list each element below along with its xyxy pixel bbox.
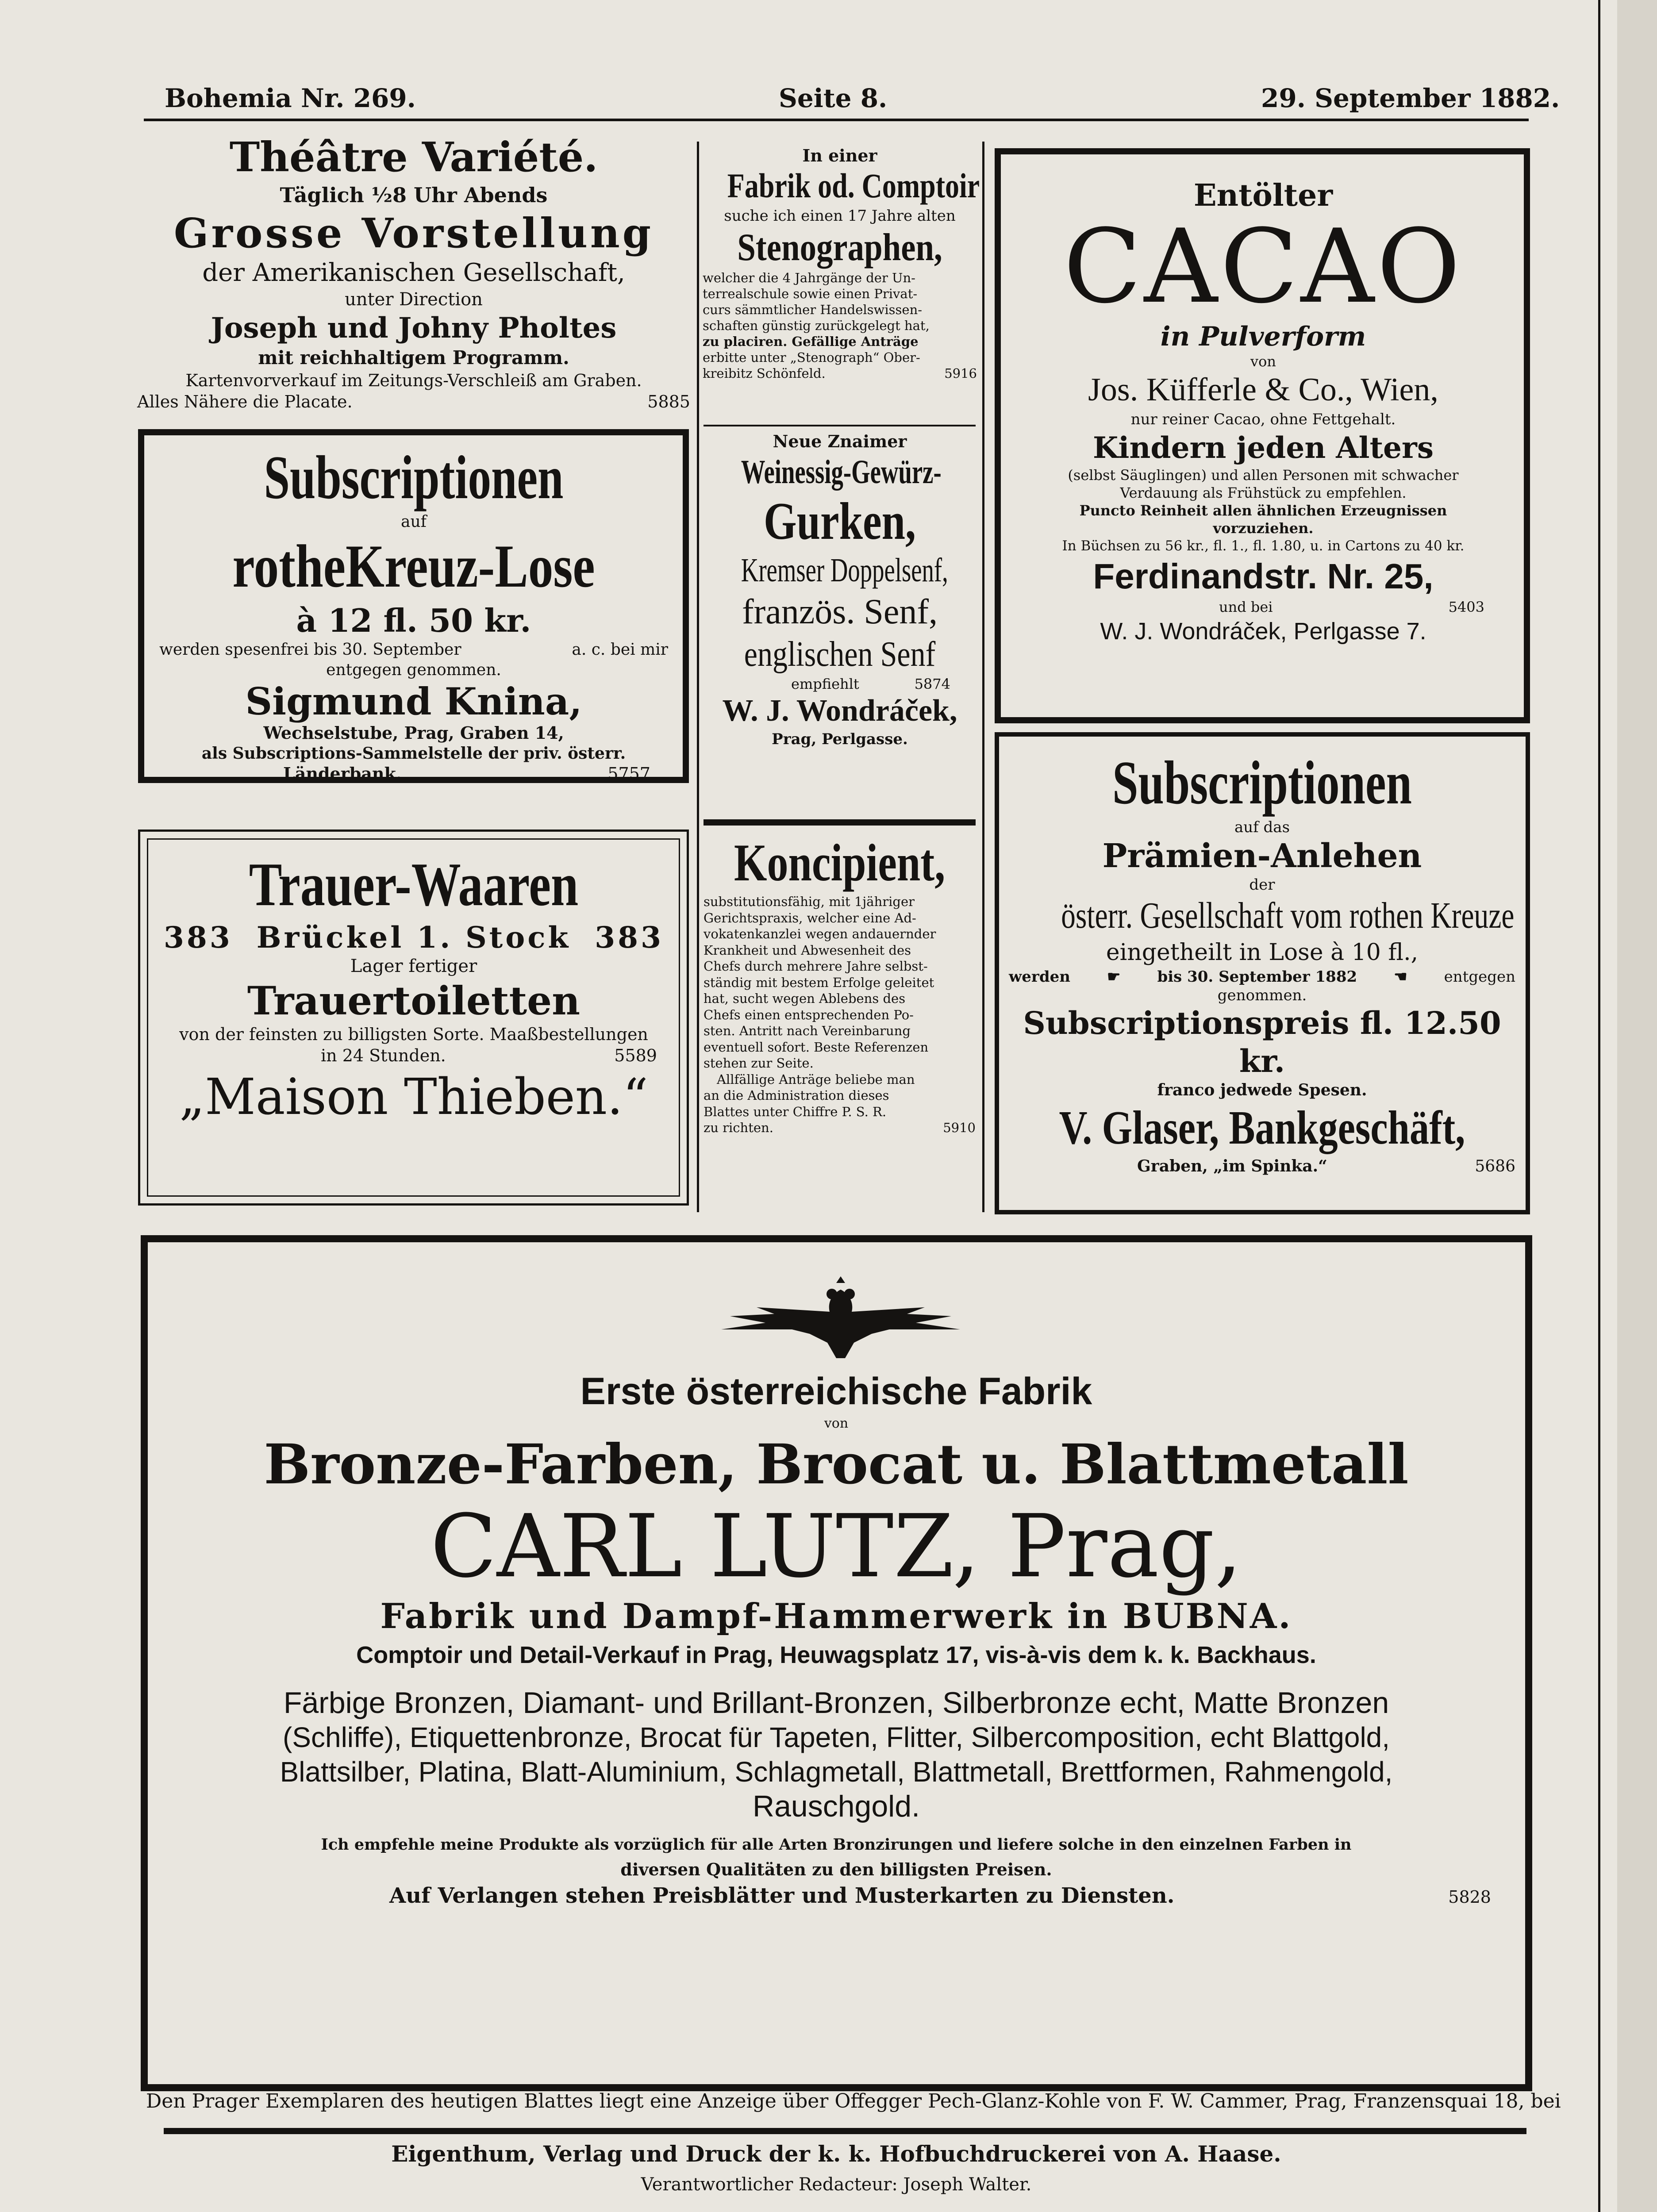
cacao-top: Entölter bbox=[1193, 178, 1333, 213]
steno-number: 5916 bbox=[944, 366, 977, 381]
subscr-lose-line2: entgegen genommen. bbox=[326, 661, 501, 679]
lutz-e1: Ich empfehle meine Produkte als vorzüglich für alle Arten Bronzirungen und liefere solche in den einzelnen Farben in bbox=[321, 1836, 1352, 1854]
steno-body1: welcher die 4 Jahrgänge der Un- bbox=[703, 270, 915, 285]
anlehen-werden-a: werden bbox=[1009, 968, 1070, 986]
lutz-l2: Bronze-Farben, Brocat u. Blattmetall bbox=[264, 1432, 1409, 1497]
subscr-lose-addr2: als Subscriptions-Sammelstelle der priv. österr. bbox=[201, 744, 626, 763]
theatre-names: Joseph und Johny Pholtes bbox=[211, 311, 617, 345]
lutz-von: von bbox=[824, 1416, 849, 1431]
pointing-hand-left-icon: ☚ bbox=[1394, 968, 1407, 986]
steno-body4: schaften günstig zurückgelegt hat, bbox=[703, 318, 930, 333]
cacao-pure: nur reiner Cacao, ohne Fettgehalt. bbox=[1130, 411, 1396, 428]
gurken-l2: Gurken, bbox=[763, 492, 916, 550]
koncipient-b7: hat, sucht wegen Ablebens des bbox=[704, 991, 906, 1006]
koncipient-b8: Chefs einen entsprechenden Po- bbox=[704, 1007, 914, 1022]
subscr-lose-number: 5757 bbox=[607, 764, 650, 783]
gurken-addr: Prag, Perlgasse. bbox=[772, 730, 908, 748]
subscr-lose-lose: rotheKreuz-Lose bbox=[232, 532, 595, 600]
cacao-addr: Ferdinandstr. Nr. 25, bbox=[1093, 557, 1434, 596]
lutz-p3: Blattsilber, Platina, Blatt-Aluminium, Schlagmetall, Blattmetall, Brettformen, Rahmengold, bbox=[280, 1756, 1393, 1788]
theatre-ad bbox=[137, 133, 690, 412]
subscr-lose-title: Subscriptionen bbox=[264, 443, 564, 512]
subscr-anlehen-content bbox=[1004, 748, 1520, 1176]
steno-body3: curs sämmtlicher Handelswissen- bbox=[703, 302, 923, 317]
trauer-title: Trauer-Waaren bbox=[249, 850, 579, 919]
cacao-kids: Kindern jeden Alters bbox=[1093, 430, 1434, 465]
trauer-line1: von der feinsten zu billigsten Sorte. Maaßbestellungen bbox=[179, 1025, 648, 1044]
cacao-maker: Jos. Küfferle & Co., Wien, bbox=[1088, 372, 1438, 408]
theatre-presale: Kartenvorverkauf im Zeitungs-Verschleiß am Graben. bbox=[185, 371, 642, 390]
lutz-e3: Auf Verlangen stehen Preisblätter und Musterkarten zu Diensten. bbox=[389, 1883, 1175, 1908]
koncipient-b9: sten. Antritt nach Vereinbarung bbox=[704, 1023, 911, 1038]
anlehen-addr: Graben, „im Spinka.“ bbox=[1137, 1157, 1327, 1175]
subscr-lose-addr1: Wechselstube, Prag, Graben 14, bbox=[263, 723, 564, 743]
lutz-e2: diversen Qualitäten zu den billigsten Preisen. bbox=[620, 1859, 1052, 1879]
gurken-l4: französ. Senf, bbox=[742, 592, 938, 631]
cacao-number: 5403 bbox=[1448, 599, 1484, 615]
koncipient-b15: zu richten. bbox=[704, 1120, 773, 1135]
margin-rule-right bbox=[1598, 0, 1600, 2212]
cacao-von: von bbox=[1250, 353, 1276, 370]
steno-body5: zu placiren. Gefällige Anträge bbox=[703, 334, 919, 349]
cacao-b2: Verdauung als Frühstück zu empfehlen. bbox=[1120, 484, 1407, 501]
koncipient-b14: Blattes unter Chiffre P. S. R. bbox=[704, 1104, 887, 1119]
trauer-line2: in 24 Stunden. bbox=[321, 1046, 446, 1065]
koncipient-b11: stehen zur Seite. bbox=[704, 1056, 814, 1071]
theatre-line2: unter Direction bbox=[345, 289, 483, 310]
cacao-b4: vorzuziehen. bbox=[1213, 520, 1314, 537]
header-rule bbox=[144, 119, 1529, 121]
theatre-headline: Grosse Vorstellung bbox=[173, 209, 654, 257]
trauer-toilet: Trauertoiletten bbox=[247, 978, 581, 1024]
theatre-title: Théâtre Variété. bbox=[229, 133, 598, 181]
pointing-hand-icon: ☛ bbox=[1107, 968, 1121, 986]
cacao-b3: Puncto Reinheit allen ähnlichen Erzeugnissen bbox=[1079, 502, 1447, 519]
cacao-und: und bei bbox=[1219, 599, 1273, 615]
header-right: 29. September 1882. bbox=[1261, 83, 1560, 113]
theatre-program: mit reichhaltigem Programm. bbox=[258, 347, 569, 369]
subscr-lose-price: à 12 fl. 50 kr. bbox=[296, 602, 531, 639]
gurken-l5: englischen Senf bbox=[744, 635, 936, 674]
theatre-time: Täglich ½8 Uhr Abends bbox=[280, 183, 548, 207]
anlehen-name: V. Glaser, Bankgeschäft, bbox=[1059, 1102, 1465, 1154]
theatre-line1: der Amerikanischen Gesellschaft, bbox=[202, 258, 625, 287]
trauer-content bbox=[153, 849, 675, 1128]
lutz-l4: Comptoir und Detail-Verkauf in Prag, Heuwagsplatz 17, vis-à-vis dem k. k. Backhaus. bbox=[356, 1642, 1316, 1668]
subscr-lose-addr3: Länderbank. bbox=[283, 764, 402, 783]
koncipient-ad bbox=[704, 832, 976, 1136]
koncipient-title: Koncipient, bbox=[734, 833, 946, 892]
steno-body6: erbitte unter „Stenograph“ Ober- bbox=[703, 350, 920, 365]
lutz-name: CARL LUTZ, Prag, bbox=[430, 1496, 1242, 1597]
koncipient-b13: an die Administration dieses bbox=[704, 1088, 889, 1103]
column-rule-1 bbox=[697, 142, 699, 1212]
notice-rule bbox=[164, 2128, 1526, 2134]
subscr-lose-line1b: a. c. bei mir bbox=[572, 641, 668, 659]
lutz-p1: Färbige Bronzen, Diamant- und Brillant-Bronzen, Silberbronze echt, Matte Bronzen bbox=[283, 1686, 1389, 1720]
lutz-p2: (Schliffe), Etiquettenbronze, Brocat für Tapeten, Flitter, Silbercomposition, echt Blattgold, bbox=[282, 1721, 1390, 1753]
trauer-maison: „Maison Thieben.“ bbox=[179, 1068, 648, 1126]
steno-body7: kreibitz Schönfeld. bbox=[703, 366, 826, 381]
subscr-lose-content bbox=[150, 442, 677, 784]
gurken-number: 5874 bbox=[914, 676, 950, 692]
header-left: Bohemia Nr. 269. bbox=[165, 83, 416, 113]
anlehen-werden-b: bis 30. September 1882 bbox=[1157, 968, 1357, 986]
trauer-number: 5589 bbox=[614, 1046, 657, 1065]
header-center: Seite 8. bbox=[779, 83, 888, 113]
gurken-ad bbox=[703, 431, 977, 749]
koncipient-b1: substitutionsfähig, mit 1jähriger bbox=[704, 894, 915, 909]
koncipient-b3: vokatenkanzlei wegen andauernder bbox=[704, 926, 936, 941]
lutz-content bbox=[159, 1367, 1513, 1909]
anlehen-gesell: österr. Gesellschaft vom rothen Kreuze bbox=[1061, 895, 1515, 936]
anlehen-number: 5686 bbox=[1475, 1157, 1515, 1175]
subscr-lose-line1a: werden spesenfrei bis 30. September bbox=[159, 641, 461, 659]
trauer-addr-left: 383 bbox=[164, 920, 233, 955]
koncipient-b10: eventuell sofort. Beste Referenzen bbox=[704, 1039, 929, 1055]
cacao-content bbox=[1007, 177, 1520, 647]
lutz-l1: Erste österreichische Fabrik bbox=[580, 1370, 1092, 1413]
anlehen-der: der bbox=[1249, 876, 1275, 894]
steno-body2: terrealschule sowie einen Privat- bbox=[703, 286, 918, 301]
theatre-number: 5885 bbox=[647, 392, 690, 411]
theatre-more: Alles Nähere die Placate. bbox=[137, 392, 353, 411]
koncipient-b12: Allfällige Anträge beliebe man bbox=[717, 1071, 915, 1087]
page-edge-right bbox=[1617, 0, 1657, 2212]
anlehen-franco: franco jedwede Spesen. bbox=[1157, 1081, 1367, 1099]
steno-title1: Fabrik od. Comptoir bbox=[727, 166, 980, 205]
steno-rule bbox=[704, 425, 976, 426]
lutz-l3: Fabrik und Dampf-Hammerwerk in BUBNA. bbox=[380, 1596, 1292, 1636]
gurken-l1: Weinessig-Gewürz- bbox=[741, 453, 942, 491]
cacao-title: CACAO bbox=[1063, 208, 1463, 326]
gurken-empf: empfiehlt bbox=[791, 676, 859, 692]
lutz-number: 5828 bbox=[1448, 1887, 1491, 1907]
footer bbox=[146, 2137, 1526, 2198]
subscr-lose-name: Sigmund Knina, bbox=[245, 680, 582, 723]
footer-l1: Eigenthum, Verlag und Druck der k. k. Hofbuchdruckerei von A. Haase. bbox=[391, 2141, 1281, 2167]
gurken-name: W. J. Wondráček, bbox=[722, 694, 957, 728]
steno-intro: In einer bbox=[802, 146, 877, 165]
anlehen-genommen: genommen. bbox=[1217, 987, 1307, 1004]
anlehen-eingeteilt: eingetheilt in Lose à 10 fl., bbox=[1106, 939, 1419, 966]
steno-line1: suche ich einen 17 Jahre alten bbox=[724, 207, 956, 225]
anlehen-preis: Subscriptionspreis fl. 12.50 kr. bbox=[1023, 1005, 1501, 1079]
koncipient-b4: Krankheit und Abwesenheit des bbox=[704, 942, 911, 958]
gurken-rule bbox=[704, 819, 976, 826]
steno-title2: Stenographen, bbox=[737, 226, 942, 269]
gurken-intro: Neue Znaimer bbox=[773, 431, 907, 451]
gurken-l3: Kremser Doppelsenf, bbox=[741, 552, 948, 589]
anlehen-aufdas: auf das bbox=[1234, 818, 1290, 836]
koncipient-number: 5910 bbox=[943, 1120, 976, 1135]
notice: Den Prager Exemplaren des heutigen Blattes liegt eine Anzeige über Offegger Pech-Glanz-Kohle von F. W. Cammer, Prag, Franzensquai 18, bei bbox=[146, 2090, 1561, 2112]
cacao-b5: In Büchsen zu 56 kr., fl. 1., fl. 1.80, u. in Cartons zu 40 kr. bbox=[1062, 538, 1465, 554]
double-eagle-icon bbox=[704, 1276, 978, 1360]
cacao-sub: in Pulverform bbox=[1160, 321, 1366, 352]
anlehen-werden-c: entgegen bbox=[1444, 968, 1515, 986]
trauer-addr-mid: Brückel 1. Stock bbox=[256, 920, 571, 955]
anlehen-title: Subscriptionen bbox=[1112, 749, 1412, 817]
koncipient-b2: Gerichtspraxis, welcher eine Ad- bbox=[704, 910, 916, 926]
footer-l2: Verantwortlicher Redacteur: Joseph Walter. bbox=[641, 2174, 1032, 2195]
koncipient-b6: ständig mit bestem Erfolge geleitet bbox=[704, 975, 934, 990]
koncipient-b5: Chefs durch mehrere Jahre selbst- bbox=[704, 959, 928, 974]
trauer-lager: Lager fertiger bbox=[350, 956, 477, 976]
anlehen-anlehen: Prämien-Anlehen bbox=[1102, 837, 1422, 875]
trauer-addr-right: 383 bbox=[595, 920, 664, 955]
subscr-lose-auf: auf bbox=[401, 513, 427, 531]
column-rule-2 bbox=[982, 142, 984, 1212]
cacao-name: W. J. Wondráček, Perlgasse 7. bbox=[1100, 618, 1426, 645]
lutz-p4: Rauschgold. bbox=[752, 1790, 920, 1823]
steno-ad bbox=[703, 146, 980, 381]
cacao-b1: (selbst Säuglingen) und allen Personen mit schwacher bbox=[1068, 467, 1459, 484]
